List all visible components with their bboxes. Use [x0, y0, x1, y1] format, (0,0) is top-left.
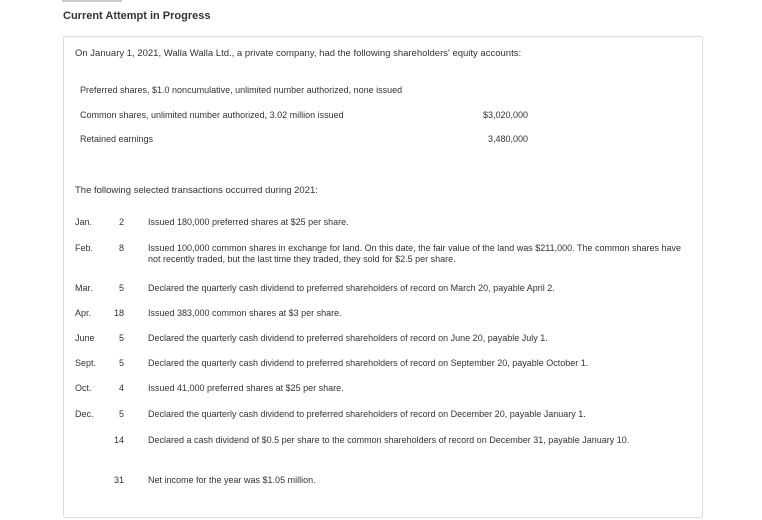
- attempt-status-heading: Current Attempt in Progress: [63, 10, 211, 22]
- tx-day: 8: [118, 243, 124, 253]
- tx-day: 5: [118, 283, 124, 293]
- transactions-intro: The following selected transactions occurred during 2021:: [75, 185, 318, 196]
- intro-text: On January 1, 2021, Walla Walla Ltd., a private company, had the following shareholders' equity accounts:: [75, 48, 522, 59]
- tx-day: 5: [118, 333, 124, 343]
- tx-month: Sept.: [75, 358, 97, 368]
- tx-description: Declared the quarterly cash dividend to preferred shareholders of record on June 20, payable July 1.: [148, 333, 548, 343]
- tx-description: Issued 383,000 common shares at $3 per share.: [148, 308, 342, 318]
- tx-day: 5: [118, 409, 124, 419]
- tx-description: Net income for the year was $1.05 million.: [148, 475, 316, 485]
- tx-description: Issued 41,000 preferred shares at $25 per share.: [148, 383, 344, 393]
- tx-description: Declared the quarterly cash dividend to preferred shareholders of record on March 20, payable April 2.: [148, 283, 555, 293]
- tx-description: Declared the quarterly cash dividend to preferred shareholders of record on December 20, payable January 1.: [148, 409, 586, 419]
- tx-day: 14: [113, 435, 124, 445]
- equity-amount-common: $3,020,000: [482, 110, 528, 120]
- tx-description: Issued 100,000 common shares in exchange for land. On this date, the fair value of the land was $211,000. The common shares have not recently traded, but the last time they traded, they sold for $2.5 per share.: [148, 243, 681, 264]
- tx-description: Declared the quarterly cash dividend to preferred shareholders of record on September 20, payable October 1.: [148, 358, 589, 368]
- equity-label-preferred: Preferred shares, $1.0 noncumulative, unlimited number authorized, none issued: [80, 85, 403, 95]
- tx-description: Issued 180,000 preferred shares at $25 per share.: [148, 217, 349, 227]
- tx-month: Feb.: [75, 243, 94, 253]
- tx-month: Apr.: [75, 308, 92, 318]
- tx-month: Dec.: [75, 409, 94, 419]
- tx-day: 4: [118, 383, 124, 393]
- tx-day: 31: [113, 475, 124, 485]
- tx-month: Jan.: [75, 217, 93, 227]
- equity-label-retained: Retained earnings: [80, 134, 154, 144]
- tx-day: 2: [118, 217, 124, 227]
- equity-amount-retained: 3,480,000: [487, 134, 528, 144]
- tx-day: 5: [118, 358, 124, 368]
- tx-month: Oct.: [75, 383, 92, 393]
- tx-description: Declared a cash dividend of $0.5 per share to the common shareholders of record on December 31, payable January 10.: [148, 435, 630, 445]
- tx-month: June: [75, 333, 95, 343]
- problem-card: [63, 36, 703, 518]
- tx-day: 18: [113, 308, 124, 318]
- tx-month: Mar.: [75, 283, 93, 293]
- top-link-fragment: [62, 0, 122, 6]
- equity-label-common: Common shares, unlimited number authorized, 3.02 million issued: [80, 110, 344, 120]
